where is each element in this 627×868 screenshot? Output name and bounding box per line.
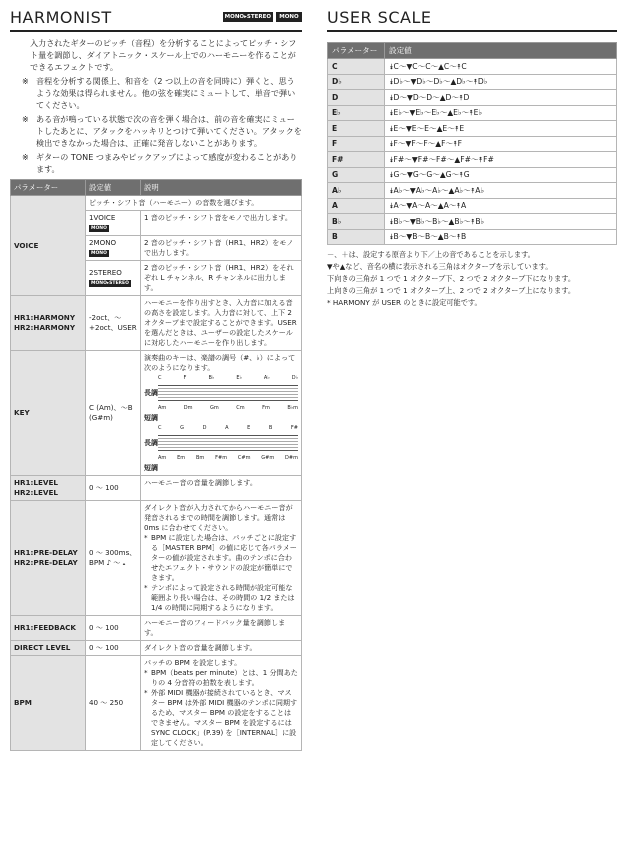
header-description: 説明 <box>141 180 302 196</box>
scale-note: * HARMONY が USER のときに設定可能です。 <box>327 298 482 307</box>
scale-key: F# <box>328 152 385 168</box>
scale-key: G <box>328 167 385 183</box>
chord-label: F#m <box>215 455 228 461</box>
header-parameter: パラメーター <box>11 180 86 196</box>
chord-label: D♭ <box>291 375 298 381</box>
key-value: C (Am)、～B (G#m) <box>86 351 141 476</box>
scale-value: ⯯E～▼E～E～▲E～⯭E <box>385 121 617 137</box>
scale-row <box>328 152 617 168</box>
scale-row <box>328 229 617 245</box>
scale-value: ⯯B♭～▼B♭～B♭～▲B♭～⯭B♭ <box>385 214 617 230</box>
param-predelay: HR1:PRE-DELAY HR2:PRE-DELAY <box>11 501 86 616</box>
music-staff <box>158 435 298 451</box>
direct-level-desc: ダイレクト音の音量を調節します。 <box>141 641 302 656</box>
scale-row <box>328 183 617 199</box>
harmony-value: -2oct、～+2oct、USER <box>86 296 141 351</box>
chord-label: B♭ <box>208 375 215 381</box>
chord-label: Dm <box>183 405 193 411</box>
scale-row <box>328 59 617 75</box>
sharp-minor-chords <box>144 453 298 463</box>
note-item: ※ ある音が鳴っている状態で次の音を弾く場合は、前の音を確実にミュートしたあとに、アタックをハッキリとつけて弾いてください。アタックを検出できなかった場合は、正確に発音しないことがあります。 <box>22 114 302 148</box>
note-item: ※ ギターの TONE つまみやピックアップによって感度が変わることがあります。 <box>22 152 298 174</box>
scale-key: F <box>328 136 385 152</box>
scale-key: B <box>328 229 385 245</box>
scale-key: A♭ <box>328 183 385 199</box>
scale-row <box>328 198 617 214</box>
chord-label: D <box>202 425 207 431</box>
scale-value: ⯯F#～▼F#～F#～▲F#～⯭F# <box>385 152 617 168</box>
sharp-key-staff: C G D A E B F# 長調 Am Em Bm F#m C#m G#m D#m 短調 <box>144 425 298 472</box>
scale-value: ⯯B～▼B～B～▲B～⯭B <box>385 229 617 245</box>
user-scale-section <box>327 6 617 309</box>
chord-label: G#m <box>261 455 275 461</box>
scale-key: E <box>328 121 385 137</box>
scale-value: ⯯F～▼F～F～▲F～⯭F <box>385 136 617 152</box>
voice-1voice: 1VOICE MONO <box>86 211 141 236</box>
voice-2mono: 2MONO MONO <box>86 236 141 261</box>
chord-label: D#m <box>285 455 298 461</box>
scale-row <box>328 74 617 90</box>
music-staff <box>158 385 298 401</box>
scale-row <box>328 167 617 183</box>
scale-row <box>328 90 617 106</box>
param-harmony: HR1:HARMONY HR2:HARMONY <box>11 296 86 351</box>
chord-label: G <box>180 425 184 431</box>
chord-label: E♭ <box>236 375 242 381</box>
scale-value: ⯯C～▼C～C～▲C～⯭C <box>385 59 617 75</box>
bpm-value: 40 ～ 250 <box>86 656 141 751</box>
scale-value: ⯯D～▼D～D～▲D～⯭D <box>385 90 617 106</box>
param-voice: VOICE <box>11 196 86 296</box>
voice-2mono-desc: 2 音のピッチ・シフト音（HR1、HR2）をモノで出力します。 <box>141 236 302 261</box>
chord-label: A♭ <box>263 375 270 381</box>
scale-note: －、＋は、設定する原音より下／上の音であることを示します。 <box>327 250 535 259</box>
harmonist-parameter-table <box>10 179 302 751</box>
scale-key: D <box>328 90 385 106</box>
feedback-value: 0 ～ 100 <box>86 616 141 641</box>
scale-note: ▼や▲など、音名の横に表示される三角はオクターブを示しています。 <box>327 262 553 271</box>
scale-value: ⯯D♭～▼D♭～D♭～▲D♭～⯭D♭ <box>385 74 617 90</box>
sharp-major-chords <box>144 423 298 433</box>
scale-key: B♭ <box>328 214 385 230</box>
scale-key: A <box>328 198 385 214</box>
chord-label: C <box>158 425 162 431</box>
chord-label: Em <box>177 455 186 461</box>
scale-value: ⯯E♭～▼E♭～E♭～▲E♭～⯭E♭ <box>385 105 617 121</box>
param-key: KEY <box>11 351 86 476</box>
param-level: HR1:LEVEL HR2:LEVEL <box>11 476 86 501</box>
scale-row <box>328 136 617 152</box>
header-parameter: パラメーター <box>328 43 385 59</box>
chord-label: F# <box>290 425 298 431</box>
mono-stereo-badge: MONO▸STEREO <box>224 14 271 20</box>
predelay-value: 0 ～ 300ms、BPM ♪ ～ 𝅝 <box>86 501 141 616</box>
mode-badges <box>223 12 302 22</box>
scale-note: 上向きの三角が 1 つで 1 オクターブ上、2 つで 2 オクターブ上になります。 <box>327 286 576 295</box>
mono-badge: MONO <box>91 250 107 256</box>
chord-label: F <box>183 375 187 381</box>
user-scale-title: USER SCALE <box>327 7 432 27</box>
harmonist-title: HARMONIST <box>10 7 112 27</box>
scale-value: ⯯A♭～▼A♭～A♭～▲A♭～⯭A♭ <box>385 183 617 199</box>
scale-row <box>328 105 617 121</box>
user-scale-table <box>327 42 617 245</box>
chord-label: B <box>268 425 273 431</box>
harmonist-section <box>10 6 302 751</box>
user-scale-header <box>327 6 617 32</box>
mono-badge: MONO <box>276 12 302 22</box>
bpm-desc: パッチの BPM を設定します。 * BPM（beats per minute）とは、1 分間あたりの 4 分音符の拍数を表します。 * 外部 MIDI 機器が接続されているとき、マスター BPM は外部 MIDI 機器のテンポに同期するため、マスター BPM の設定をすることはできません。マスター BPM を設定するには SYNC CLOCK」(P.39) を［INTERNAL］に設定してください。 <box>141 656 302 751</box>
note-item: ※ 音程を分析する関係上、和音を（2 つ以上の音を同時に）弾くと、思うような効果は得られません。他の弦を確実にミュートして、単音で弾いてください。 <box>22 76 296 110</box>
param-bpm: BPM <box>11 656 86 751</box>
voice-1voice-desc: 1 音のピッチ・シフト音をモノで出力します。 <box>141 211 302 236</box>
voice-2stereo: 2STEREO MONO▸STEREO <box>86 261 141 296</box>
flat-key-staff: C F B♭ E♭ A♭ D♭ 長調 Am Dm Gm Cm Fm B♭m 短調 <box>144 375 298 422</box>
param-direct-level: DIRECT LEVEL <box>11 641 86 656</box>
chord-label: Cm <box>236 405 245 411</box>
scale-note: 下向きの三角が 1 つで 1 オクターブ下、2 つで 2 オクターブ下になります。 <box>327 274 576 283</box>
mono-stereo-badge: MONO▸STEREO <box>91 280 129 286</box>
flat-minor-chords <box>144 403 298 413</box>
chord-label: Fm <box>262 405 270 411</box>
flat-major-chords <box>144 373 298 383</box>
chord-label: C <box>158 375 162 381</box>
scale-row <box>328 121 617 137</box>
chord-label: Bm <box>195 455 205 461</box>
feedback-desc: ハーモニー音のフィードバック量を調節します。 <box>141 616 302 641</box>
header-value: 設定値 <box>86 180 141 196</box>
scale-key: D♭ <box>328 74 385 90</box>
scale-value: ⯯A～▼A～A～▲A～⯭A <box>385 198 617 214</box>
chord-label: Am <box>158 405 167 411</box>
chord-label: Gm <box>210 405 219 411</box>
chord-label: Am <box>158 455 167 461</box>
scale-key: C <box>328 59 385 75</box>
key-desc: 演奏曲のキーは、楽譜の調号（#、♭）によって次のようになります。 C F B♭ E♭ A♭ D♭ 長調 Am Dm Gm Cm Fm B♭m 短調 C G D A E B F# 長調 Am Em Bm F#m C#m G#m D#m 短調 <box>141 351 302 476</box>
mono-badge: MONO <box>91 225 107 231</box>
chord-label: C#m <box>237 455 251 461</box>
voice-2stereo-desc: 2 音のピッチ・シフト音（HR1、HR2）をそれぞれ L チャンネル、R チャンネルに出力します。 <box>141 261 302 296</box>
chord-label: B♭m <box>287 405 298 411</box>
param-feedback: HR1:FEEDBACK <box>11 616 86 641</box>
scale-row <box>328 214 617 230</box>
harmony-desc: ハーモニーを作り出すとき、入力音に加える音の高さを設定します。入力音に対して、上下 2 オクターブまで設定することができます。USER を選んだときは、ユーザーの設定したスケールに対応したハーモニーを作り出します。 <box>141 296 302 351</box>
voice-intro: ピッチ・シフト音（ハーモニー）の音数を選びます。 <box>86 196 302 211</box>
scale-key: E♭ <box>328 105 385 121</box>
direct-level-value: 0 ～ 100 <box>86 641 141 656</box>
user-scale-notes <box>327 249 617 309</box>
chord-label: E <box>247 425 251 431</box>
scale-value: ⯯G～▼G～G～▲G～⯭G <box>385 167 617 183</box>
chord-label: A <box>225 425 229 431</box>
level-desc: ハーモニー音の音量を調節します。 <box>141 476 302 501</box>
predelay-desc: ダイレクト音が入力されてからハーモニー音が発音されるまでの時間を調節します。通常は 0ms に合わせてください。 * BPM に設定した場合は、パッチごとに設定する［MASTER BPM］の値に応じて各パラメーターの値が設定されます。曲のテンポに合わせたエフェクト・サウンドの設定が簡単にできます。 * テンポによって設定される時間が設定可能な範囲より長い場合は、その時間の 1/2 または 1/4 の時間に同期するようになります。 <box>141 501 302 616</box>
harmonist-intro: 入力されたギターのピッチ（音程）を分析することによってピッチ・シフト量を調節し、ダイアトニック・スケール上でのハーモニーを作ることができるエフェクトです。 <box>30 38 297 72</box>
level-value: 0 ～ 100 <box>86 476 141 501</box>
header-value: 設定値 <box>385 43 617 59</box>
harmonist-header <box>10 6 302 32</box>
